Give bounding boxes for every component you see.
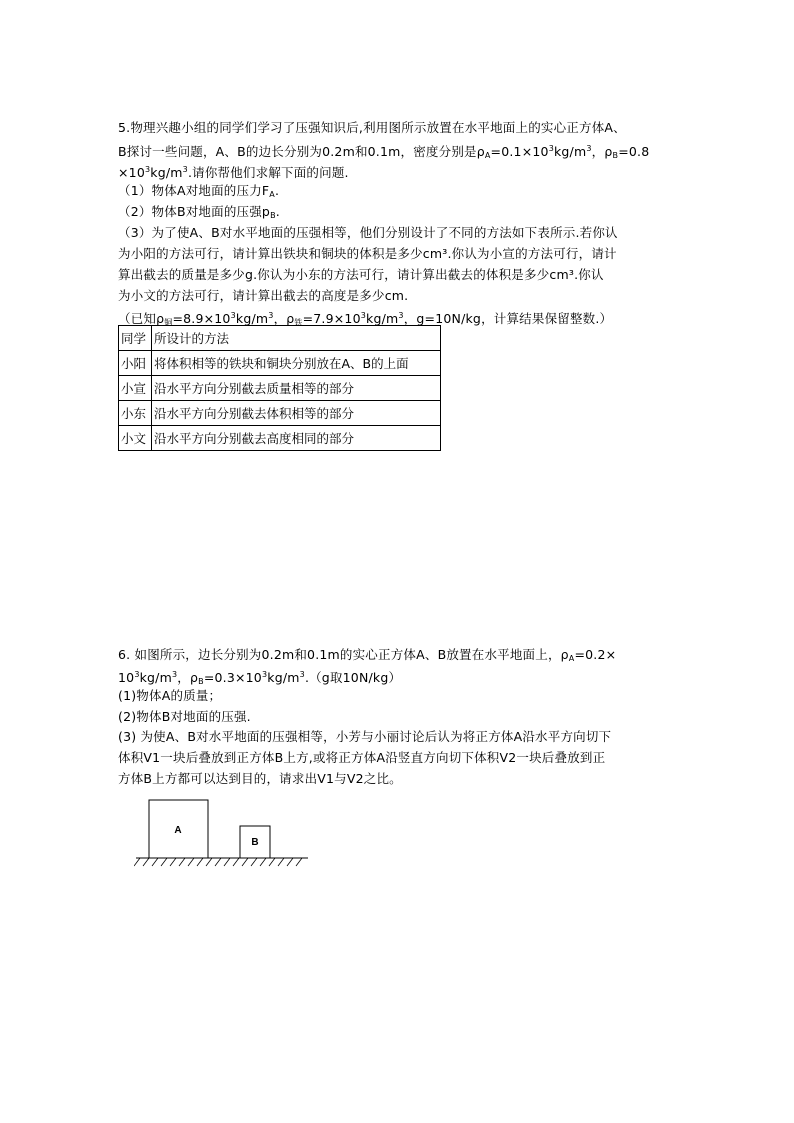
hatch-mark	[215, 858, 221, 866]
table-row	[119, 426, 441, 451]
hatch-mark	[197, 858, 203, 866]
hatch-mark	[242, 858, 248, 866]
q6-part3-line3: 方体B上方都可以达到目的，请求出V1与V2之比。	[118, 771, 402, 786]
hatch-mark	[170, 858, 176, 866]
q5-part1: （1）物体A对地面的压力$F_A$.	[118, 183, 280, 199]
table-cell-method: 沿水平方向分别截去体积相等的部分	[152, 401, 441, 426]
hatch-mark	[143, 858, 149, 866]
hatch-mark	[233, 858, 239, 866]
table-cell-student: 小文	[119, 426, 152, 451]
hatch-mark	[206, 858, 212, 866]
q5-intro-line2: B探讨一些问题，A、B的边长分别为0.2m和0.1m，密度分别是$\rho_A=0.1\times 10^3kg/m^3$，$\rho_B=0.8$	[118, 144, 650, 160]
table-row	[119, 376, 441, 401]
table-header-row	[119, 326, 441, 351]
q5-known-values: （已知$\rho_铜=8.9\times 10^3kg/m^3$，$\rho_铁=7.9\times 10^3kg/m^3$，g=10N/kg，计算结果保留整数.）	[118, 311, 613, 327]
table-cell-student: 小阳	[119, 351, 152, 376]
table-row	[119, 351, 441, 376]
q6-part2: (2)物体B对地面的压强.	[118, 709, 251, 724]
hatch-mark	[134, 858, 140, 866]
q5-part3-line3: 算出截去的质量是多少g.你认为小东的方法可行，请计算出截去的体积是多少cm³.你认	[118, 267, 604, 282]
ground-hatching	[134, 858, 302, 866]
methods-table	[118, 325, 441, 451]
q5-part3-line1: （3）为了使A、B对水平地面的压强相等，他们分别设计了不同的方法如下表所示.若你认	[118, 225, 618, 240]
q6-part1: (1)物体A的质量；	[118, 688, 222, 703]
hatch-mark	[188, 858, 194, 866]
q5-part3-line2: 为小阳的方法可行，请计算出铁块和铜块的体积是多少cm³.你认为小宣的方法可行，请计	[118, 246, 617, 261]
hatch-mark	[269, 858, 275, 866]
q5-part3-line4: 为小文的方法可行，请计算出截去的高度是多少cm.	[118, 288, 409, 303]
table-header-cell: 同学	[119, 326, 152, 351]
table-cell-method: 将体积相等的铁块和铜块分别放在A、B的上面	[152, 351, 441, 376]
table-header-cell: 所设计的方法	[152, 326, 441, 351]
table-cell-method: 沿水平方向分别截去高度相同的部分	[152, 426, 441, 451]
hatch-mark	[251, 858, 257, 866]
cube-a-label: A	[174, 825, 182, 836]
hatch-mark	[287, 858, 293, 866]
hatch-mark	[278, 858, 284, 866]
hatch-mark	[224, 858, 230, 866]
q5-part2: （2）物体B对地面的压强$p_B$.	[118, 204, 280, 220]
hatch-mark	[161, 858, 167, 866]
table-cell-student: 小宣	[119, 376, 152, 401]
q6-part3-line1: (3) 为使A、B对水平地面的压强相等，小芳与小丽讨论后认为将正方体A沿水平方向切下	[118, 729, 612, 744]
q5-intro-line1: 5.物理兴趣小组的同学们学习了压强知识后,利用图所示放置在水平地面上的实心正方体A、	[118, 120, 626, 135]
table-cell-student: 小东	[119, 401, 152, 426]
hatch-mark	[260, 858, 266, 866]
cube-b-label: B	[251, 837, 259, 848]
q6-line1: 6. 如图所示，边长分别为0.2m和0.1m的实心正方体A、B放置在水平地面上，$\rho_A=0.2\times$	[118, 647, 617, 663]
hatch-mark	[296, 858, 302, 866]
hatch-mark	[179, 858, 185, 866]
q6-line2: $10^3kg/m^3$，$\rho_B=0.3\times 10^3kg/m^3.(g$取10N/kg）	[118, 670, 402, 686]
cubes-figure	[134, 798, 314, 870]
table-cell-method: 沿水平方向分别截去质量相等的部分	[152, 376, 441, 401]
hatch-mark	[152, 858, 158, 866]
q5-intro-line3: $\times 10^3kg/m^3$.请你帮他们求解下面的问题.	[118, 165, 349, 180]
q6-part3-line2: 体积V1一块后叠放到正方体B上方,或将正方体A沿竖直方向切下体积V2一块后叠放到正	[118, 750, 606, 765]
table-row	[119, 401, 441, 426]
